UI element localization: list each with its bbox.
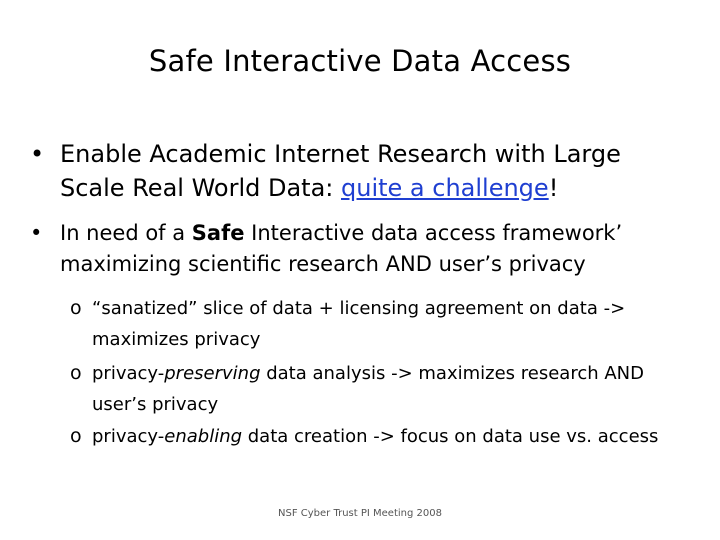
- subbullet-marker: o: [70, 297, 82, 319]
- bullet-text-end: !: [548, 174, 559, 202]
- challenge-link[interactable]: quite a challenge: [341, 174, 549, 202]
- subbullet-text-end: data analysis -> maximizes research AND user’s privacy: [92, 363, 644, 415]
- subbullet-text: [92, 358, 695, 420]
- bullet-text: [60, 137, 690, 205]
- subbullet-text: [92, 421, 695, 452]
- bullet-text-start: Enable Academic Internet Research with Large Scale Real World Data:: [60, 140, 621, 202]
- subbullet-item: [70, 293, 695, 355]
- italic-keyword: enabling: [164, 426, 243, 447]
- bold-keyword: Safe: [191, 221, 245, 245]
- subbullet-text-start: privacy-: [92, 426, 165, 447]
- subbullet-marker: o: [70, 425, 82, 447]
- bullet-text: [60, 218, 690, 280]
- bullet-marker: •: [30, 140, 45, 168]
- subbullet-item: [70, 358, 695, 420]
- slide-footer: NSF Cyber Trust PI Meeting 2008: [278, 508, 442, 519]
- subbullet-item: [70, 421, 695, 452]
- bullet-text-end: Interactive data access framework’ maximizing scientific research AND user’s privacy: [60, 221, 623, 276]
- subbullet-text-end: data creation -> focus on data use vs. access: [242, 426, 659, 447]
- bullet-item: [30, 137, 690, 205]
- subbullet-text-start: privacy-: [92, 363, 165, 384]
- bullet-marker: •: [30, 221, 43, 245]
- bullet-text-start: In need of a: [60, 221, 192, 245]
- subbullet-marker: o: [70, 362, 82, 384]
- italic-keyword: preserving: [164, 363, 261, 384]
- bullet-item: [30, 218, 690, 280]
- slide-title: Safe Interactive Data Access: [148, 44, 572, 78]
- subbullet-text: “sanatized” slice of data + licensing agreement on data -> maximizes privacy: [92, 298, 626, 350]
